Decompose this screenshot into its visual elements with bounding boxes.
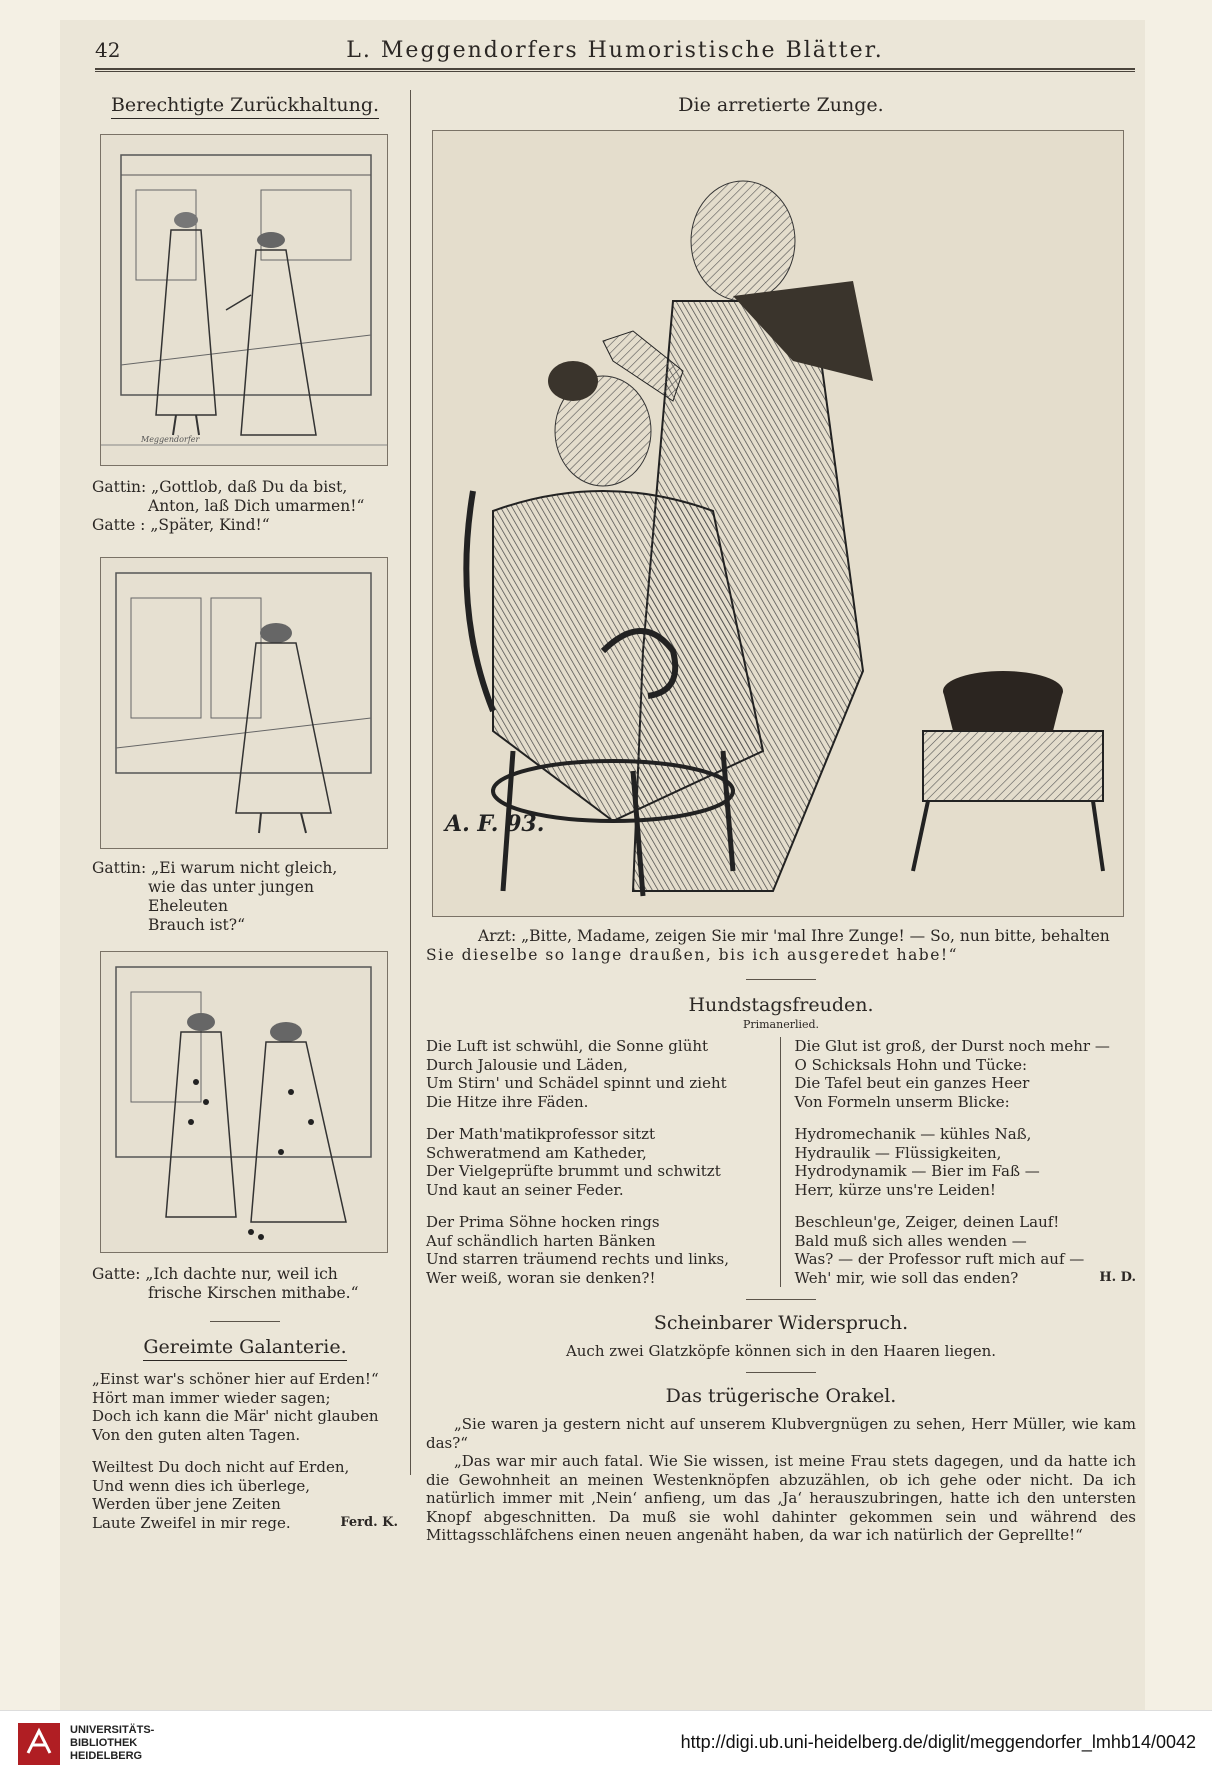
poem-line: Von den guten alten Tagen.: [92, 1425, 301, 1444]
caption-1: [92, 478, 398, 535]
illustration-signature: Meggendorfer: [141, 435, 200, 444]
poem-line: Und kaut an seiner Feder.: [426, 1180, 624, 1199]
poem-stanza: [795, 1213, 1137, 1287]
left-column: [92, 90, 398, 1546]
section-rule: [746, 1299, 816, 1300]
poem-line: Der Math'matikprofessor sitzt: [426, 1125, 656, 1143]
caption-1-line: Gattin: „Gottlob, daß Du da bist,: [92, 478, 348, 496]
text-orakel: [426, 1415, 1136, 1545]
institution-line: BIBLIOTHEK: [70, 1737, 138, 1749]
section-subtitle: Primanerlied.: [742, 1018, 820, 1031]
caption-doctor: [426, 927, 1136, 965]
poem-line: Der Vielgeprüfte brummt und schwitzt: [426, 1162, 721, 1180]
poem-line: Die Tafel beut ein ganzes Heer: [794, 1074, 1030, 1092]
poem-line: Beschleun'ge, Zeiger, deinen Lauf!: [794, 1213, 1060, 1231]
poem-line: Werden über jene Zeiten: [92, 1495, 281, 1513]
poem-line: Durch Jalousie und Läden,: [426, 1055, 628, 1074]
poem-stanza: [92, 1458, 398, 1532]
poem-line: Bald muß sich alles wenden —: [794, 1231, 1027, 1250]
caption-3-line: frische Kirschen mithabe.“: [148, 1284, 359, 1302]
poem-line: Die Luft ist schwühl, die Sonne glüht: [426, 1037, 709, 1055]
illustration-signature: A. F. 93.: [445, 811, 545, 837]
poem-line: Weiltest Du doch nicht auf Erden,: [92, 1458, 350, 1476]
section-title-hundstagsfreuden: Hundstagsfreuden.: [688, 994, 874, 1016]
footer-bar: [0, 1710, 1212, 1776]
institution-line: UNIVERSITÄTS-: [70, 1724, 155, 1736]
section-title-widerspruch: Scheinbarer Widerspruch.: [653, 1312, 909, 1334]
poem-stanza: [426, 1213, 768, 1287]
poem-line: Wer weiß, woran sie denken?!: [426, 1268, 656, 1287]
poem-line: Herr, kürze uns're Leiden!: [794, 1180, 996, 1199]
poem-stanza: [92, 1370, 398, 1444]
poem-line: Die Glut ist groß, der Durst noch mehr —: [794, 1037, 1110, 1055]
poem-stanza: [426, 1037, 768, 1111]
poem-column-left: [426, 1037, 780, 1287]
poem-line: Hydromechanik — kühles Naß,: [794, 1125, 1032, 1143]
illustration-cherries: [100, 951, 388, 1253]
poem-line: Der Prima Söhne hocken rings: [426, 1213, 660, 1231]
poem-line: Die Hitze ihre Fäden.: [426, 1092, 589, 1111]
section-rule: [210, 1321, 280, 1322]
poem-gereimte-galanterie: [92, 1370, 398, 1532]
poem-line: Laute Zweifel in mir rege.: [92, 1513, 291, 1532]
caption-1-line: Anton, laß Dich umarmen!“: [148, 497, 365, 515]
poem-line: Weh' mir, wie soll das enden?: [794, 1268, 1019, 1287]
illustration-train-greeting: [100, 134, 388, 466]
poem-line: Und starren träumend rechts und links,: [426, 1250, 730, 1268]
paragraph: „Das war mir auch fatal. Wie Sie wissen, ist meine Frau stets dagegen, und da hatte ich die Gewohnheit an meinen Westenknöpfen abzuzählen, ob ich gehe oder nicht. Da ich natürlich immer mit ‚Nein‘ anfieng, um das ‚Ja‘ herauszubringen, hatte ich den untersten Knopf abgeschnitten. Da muß sie wohl dahinter gekommen sein und während des Mittagsschläfchens einen neuen angenäht haben, da war ich natürlich der Geprellte!“: [426, 1452, 1136, 1544]
page-number: 42: [95, 38, 121, 62]
running-title: L. Meggendorfers Humoristische Blätter.: [346, 38, 884, 63]
section-rule: [746, 1372, 816, 1373]
poem-line: Schweratmend am Katheder,: [426, 1143, 647, 1162]
poem-line: Hydraulik — Flüssigkeiten,: [794, 1143, 1002, 1162]
institution-name: [70, 1724, 154, 1763]
poem-line: „Einst war's schöner hier auf Erden!“: [92, 1370, 379, 1388]
poem-signature: Ferd. K.: [340, 1514, 398, 1530]
caption-3-line: Gatte: „Ich dachte nur, weil ich: [92, 1265, 338, 1283]
poem-line: Auf schändlich harten Bänken: [426, 1231, 656, 1250]
poem-line: Hydrodynamik — Bier im Faß —: [794, 1162, 1040, 1180]
poem-line: Von Formeln unserm Blicke:: [794, 1092, 1010, 1111]
header-rule: [95, 68, 1135, 72]
caption-2-line: Brauch ist?“: [148, 916, 245, 934]
illustration-doctor-patient: [432, 130, 1124, 917]
poem-column-right: [780, 1037, 1137, 1287]
section-title-orakel: Das trügerische Orakel.: [665, 1385, 897, 1407]
poem-hundstagsfreuden: [426, 1037, 1136, 1287]
section-title-zunge: Die arretierte Zunge.: [678, 94, 884, 116]
caption-line: Sie dieselbe so lange draußen, bis ich ausgeredet habe!“: [426, 946, 959, 964]
column-divider: [410, 90, 411, 1475]
section-title-zurueckhaltung: Berechtigte Zurückhaltung.: [92, 94, 398, 116]
caption-3: [92, 1265, 398, 1303]
poem-line: Hört man immer wieder sagen;: [92, 1388, 331, 1407]
university-logo-icon: [18, 1723, 60, 1765]
paragraph: „Sie waren ja gestern nicht auf unserem Klubvergnügen zu sehen, Herr Müller, wie kam das?“: [426, 1415, 1136, 1452]
caption-line: Arzt: „Bitte, Madame, zeigen Sie mir 'mal Ihre Zunge! — So, nun bitte, behalten: [478, 927, 1110, 945]
poem-stanza: [426, 1125, 768, 1199]
poem-line: O Schicksals Hohn und Tücke:: [794, 1055, 1028, 1074]
caption-2-line: wie das unter jungen Eheleuten: [148, 878, 314, 915]
text-widerspruch: Auch zwei Glatzköpfe können sich in den Haaren liegen.: [565, 1342, 997, 1360]
section-rule: [746, 979, 816, 980]
poem-line: Doch ich kann die Mär' nicht glauben: [92, 1407, 379, 1425]
poem-stanza: [795, 1037, 1137, 1111]
poem-line: Was? — der Professor ruft mich auf —: [794, 1250, 1085, 1268]
illustration-train-platform: [100, 557, 388, 849]
caption-2-line: Gattin: „Ei warum nicht gleich,: [92, 859, 338, 877]
right-column: [426, 90, 1136, 1545]
institution-line: HEIDELBERG: [70, 1750, 143, 1762]
page-header: [95, 36, 1135, 70]
permalink-url[interactable]: http://digi.ub.uni-heidelberg.de/diglit/meggendorfer_lmhb14/0042: [680, 1732, 1196, 1752]
poem-signature: H. D.: [1099, 1269, 1136, 1285]
poem-line: Um Stirn' und Schädel spinnt und zieht: [426, 1074, 727, 1092]
poem-stanza: [795, 1125, 1137, 1199]
poem-line: Und wenn dies ich überlege,: [92, 1476, 311, 1495]
caption-2: [92, 859, 398, 935]
caption-1-line: Gatte : „Später, Kind!“: [92, 516, 270, 534]
section-title-galanterie: Gereimte Galanterie.: [92, 1336, 398, 1358]
